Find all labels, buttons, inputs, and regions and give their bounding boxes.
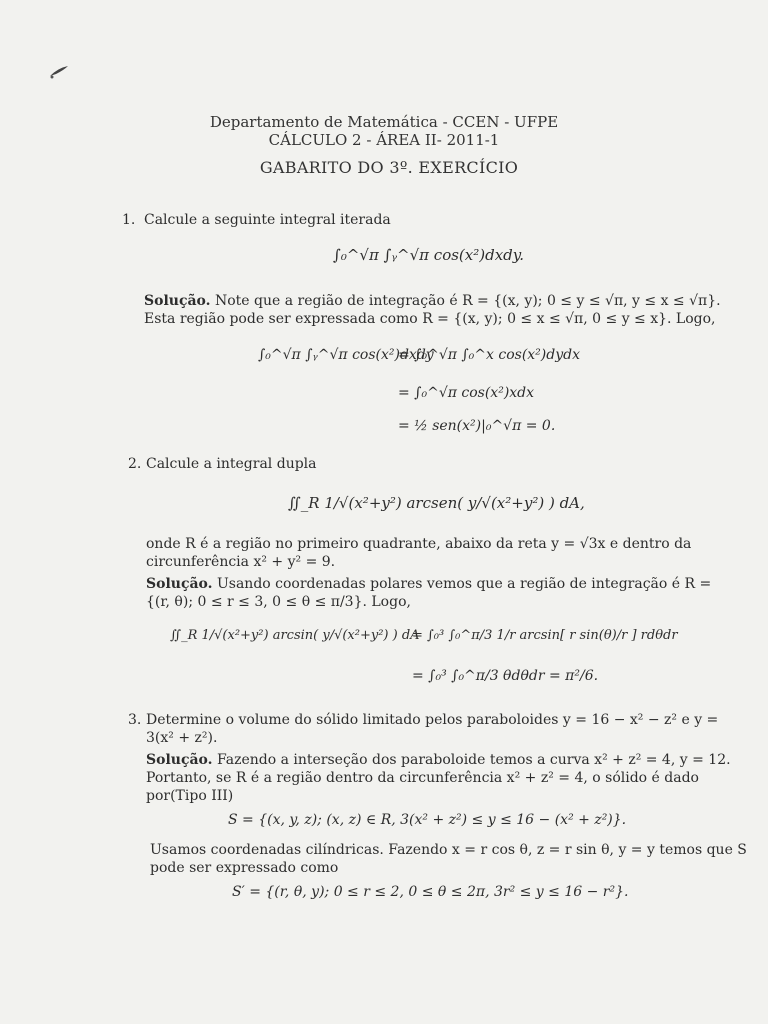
q2-line2: circunferência x² + y² = 9. <box>146 554 336 570</box>
q1-eq1-lhs: ∫₀^√π ∫ᵧ^√π cos(x²)dxdy <box>258 347 434 363</box>
q1-eq1-rhs: = ∫₀^√π ∫₀^x cos(x²)dydx <box>398 347 580 363</box>
q3-set-s: S = {(x, y, z); (x, z) ∈ R, 3(x² + z²) ≤ y ≤ 16 − (x² + z²)}. <box>228 812 627 828</box>
q3-set-s-prime: S′ = {(r, θ, y); 0 ≤ r ≤ 2, 0 ≤ θ ≤ 2π, 3r² ≤ y ≤ 16 − r²}. <box>232 884 629 900</box>
q3-solution-line2: Portanto, se R é a região dentro da circunferência x² + z² = 4, o sólido é dado <box>146 770 699 786</box>
header-department: Departamento de Matemática - CCEN - UFPE <box>209 113 559 131</box>
q2-eq1-lhs: ∬_R 1/√(x²+y²) arcsin( y/√(x²+y²) ) dA <box>170 628 420 643</box>
q3-line1: Determine o volume do sólido limitado pelos paraboloides y = 16 − x² − z² e y = <box>146 712 719 728</box>
q2-eq1-rhs: = ∫₀³ ∫₀^π/3 1/r arcsin[ r sin(θ)/r ] rdθdr <box>412 628 678 643</box>
q1-integral: ∫₀^√π ∫ᵧ^√π cos(x²)dxdy. <box>333 246 525 264</box>
q2-number: 2. <box>128 456 142 472</box>
q2-prompt: Calcule a integral dupla <box>146 456 317 472</box>
q1-eq3: = ½ sen(x²)|₀^√π = 0. <box>398 418 556 434</box>
q3-number: 3. <box>128 712 142 728</box>
q3-line4: Usamos coordenadas cilíndricas. Fazendo x = r cos θ, z = r sin θ, y = y temos que S <box>150 842 747 858</box>
q1-solution-line1: Note que a região de integração é R = {(x, y); 0 ≤ y ≤ √π, y ≤ x ≤ √π}. <box>214 293 721 309</box>
q1-number: 1. <box>122 212 136 228</box>
q2-integral: ∬_R 1/√(x²+y²) arcsen( y/√(x²+y²) ) dA, <box>288 494 585 512</box>
q1-solution-label: Solução. <box>144 293 211 309</box>
q2-solution-line1: Usando coordenadas polares vemos que a região de integração é R = <box>216 576 712 592</box>
q1-prompt: Calcule a seguinte integral iterada <box>144 212 391 228</box>
q3-line5: pode ser expressado como <box>150 860 339 876</box>
q2-solution-line2: {(r, θ); 0 ≤ r ≤ 3, 0 ≤ θ ≤ π/3}. Logo, <box>146 594 411 610</box>
q3-solution-label: Solução. <box>146 752 213 768</box>
q3-solution-line3: por(Tipo III) <box>146 788 234 804</box>
q2-solution-label: Solução. <box>146 576 213 592</box>
q1-solution-line2: Esta região pode ser expressada como R = {(x, y); 0 ≤ x ≤ √π, 0 ≤ y ≤ x}. Logo, <box>144 311 716 327</box>
page-title: GABARITO DO 3º. EXERCÍCIO <box>259 158 519 177</box>
q2-eq2: = ∫₀³ ∫₀^π/3 θdθdr = π²/6. <box>412 668 599 684</box>
q3-line2: 3(x² + z²). <box>146 730 218 746</box>
q2-line1: onde R é a região no primeiro quadrante, abaixo da reta y = √3x e dentro da <box>146 536 692 552</box>
q1-eq2: = ∫₀^√π cos(x²)xdx <box>398 385 535 401</box>
q3-solution-line1: Fazendo a interseção dos paraboloide temos a curva x² + z² = 4, y = 12. <box>216 752 731 768</box>
header-course: CÁLCULO 2 - ÁREA II- 2011-1 <box>268 131 500 149</box>
ink-smudge <box>44 56 84 86</box>
